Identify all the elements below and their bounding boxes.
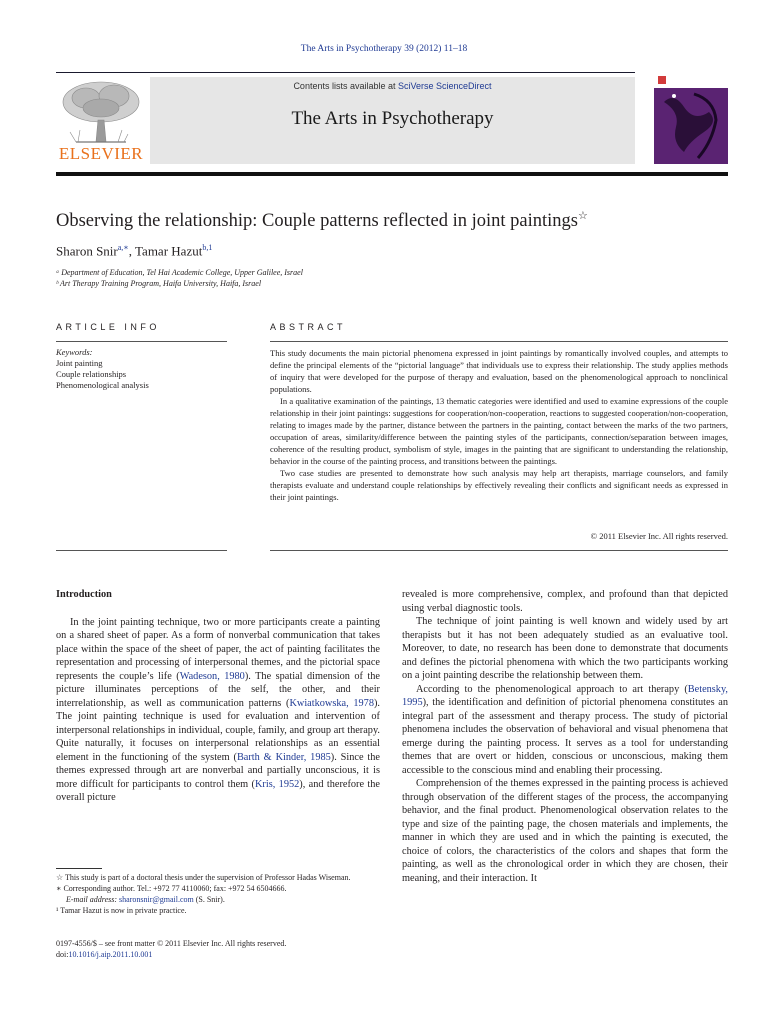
abstract-copyright: © 2011 Elsevier Inc. All rights reserved. (590, 531, 728, 541)
body-text: ), the identification and definition of pictorial phenomena constitutes an integral part of the assessment and therapy process. The study of pictorial phenomena includes the observation of behavioral and visual phenomena that emerge during the painting process. It serves as a tool for understanding themes that are overt or hidden, conscious or unconscious, making them accessible to the conscious mind and enabling their processing. (402, 697, 728, 776)
keywords-block (56, 347, 227, 391)
divider (270, 341, 728, 342)
article-info-heading: ARTICLE INFO (56, 322, 160, 332)
author-affiliation-mark[interactable]: b,1 (202, 243, 213, 252)
email-suffix: (S. Snir). (193, 895, 225, 904)
footnote-rule (56, 868, 102, 869)
affiliation: ᵃ Department of Education, Tel Hai Academic College, Upper Galilee, Israel (56, 268, 303, 277)
abstract-body (270, 347, 728, 503)
body-paragraph (402, 683, 728, 778)
footnotes (56, 872, 380, 916)
abstract-paragraph: This study documents the main pictorial phenomena expressed in joint paintings by romantically involved couples, and attempts to define the principal elements of the “pictorial language” that individuals use to express their relationship. The study applies methods of inquiry that were developed for the purpose of therapy and evaluation, based on the phenomenological approach to nonclinical populations. (270, 348, 728, 394)
footnote: ∗ Corresponding author. Tel.: +972 77 4110060; fax: +972 54 6504666. (56, 884, 287, 893)
abstract-paragraph: Two case studies are presented to demonstrate how such analysis may help art therapists, marriage counselors, and family therapists evaluate and understand couple relationships by effectively revealing their conflicts and significant needs as expressed in their joint paintings. (270, 468, 728, 502)
body-left-column (56, 588, 380, 805)
contents-availability (150, 81, 635, 91)
elsevier-wordmark: ELSEVIER (58, 144, 144, 163)
journal-citation[interactable]: The Arts in Psychotherapy 39 (2012) 11–18 (300, 44, 468, 54)
body-text: ), and therefore the overall picture (56, 778, 380, 803)
doi-line (56, 949, 380, 960)
tree-icon (56, 80, 146, 146)
email-link[interactable]: sharonsnir@gmail.com (119, 895, 194, 904)
front-matter (56, 938, 380, 960)
keyword: Couple relationships (56, 369, 127, 379)
divider (56, 550, 227, 551)
body-paragraph: revealed is more comprehensive, complex, and profound than that depicted using verbal diagnostic tools. (402, 589, 728, 614)
title-footnote-mark[interactable]: ☆ (578, 210, 588, 222)
divider (270, 550, 728, 551)
footnote (56, 894, 380, 905)
abstract-heading: ABSTRACT (270, 322, 347, 332)
body-right-column (402, 588, 728, 885)
citation-link[interactable]: Betensky, 1995 (402, 683, 728, 708)
keyword: Joint painting (56, 358, 103, 368)
doi-label: doi: (56, 950, 69, 959)
citation-link[interactable]: Barth & Kinder, 1985 (236, 751, 331, 763)
author-separator: , (128, 243, 136, 259)
body-paragraph: The technique of joint painting is well known and widely used by art therapists but it has not been adequately studied as an evaluative tool. Moreover, to date, no research has been done to demonstrate that documents and defines the pictorial phenomena with which the two participants working on a joint painting describe the relationship between them. (402, 616, 728, 681)
citation-link[interactable]: Kwiatkowska, 1978 (289, 697, 374, 709)
body-text: ). The joint painting technique is used for evaluation and intervention of interpersonal relationships in individual, couple, family, and group art therapy. Quite naturally, it focuses on interpersonal relationships as an essential element in the functioning of the system ( (56, 697, 380, 763)
body-text: In the joint painting technique, two or more participants create a painting on a shared sheet of paper. As a form of nonverbal communication that takes place within the space of the sheet of paper, the act of painting facilitates the representation and processing of interpersonal themes, and the pictorial space represents the couple’s life ( (56, 616, 380, 682)
article-title (56, 209, 728, 232)
contents-prefix: Contents lists available at (293, 81, 398, 91)
journal-cover-thumbnail[interactable] (654, 72, 728, 164)
sciencedirect-link[interactable]: SciVerse ScienceDirect (398, 81, 492, 91)
keywords-label: Keywords: (56, 347, 93, 357)
citation-link[interactable]: Wadeson, 1980 (179, 670, 245, 682)
body-paragraph (56, 616, 380, 805)
author-affiliation-mark[interactable]: a,∗ (117, 243, 129, 252)
elsevier-logo (56, 80, 146, 164)
journal-title: The Arts in Psychotherapy (291, 108, 494, 129)
body-text: According to the phenomenological approach to art therapy ( (416, 683, 688, 695)
doi-link[interactable]: 10.1016/j.aip.2011.10.001 (68, 950, 153, 959)
body-text: ). The spatial dimension of the picture illuminates perceptions of the self, the other, and their interrelationship, as well as communication patterns ( (56, 670, 380, 709)
section-heading: Introduction (56, 589, 112, 600)
footnote: ☆ This study is part of a doctoral thesis under the supervision of Professor Hadas Wiseman. (56, 873, 351, 882)
keyword: Phenomenological analysis (56, 380, 149, 390)
cover-art-icon (654, 72, 728, 164)
author-list (56, 243, 212, 259)
body-paragraph: Comprehension of the themes expressed in the painting process is achieved through observation of the different stages of the process, the accompanying behavior, and the final product. Phenomenological observation relates to the type and size of the painting page, the chosen materials and implements, the manner in which they are used and in which the painting is executed, the choice of colors, the characteristics of the colors and shapes that form the painting, as well as the chronological order in which they are chosen, their meaning, and their interaction. It (402, 778, 728, 884)
affiliation: ᵇ Art Therapy Training Program, Haifa University, Haifa, Israel (56, 279, 262, 288)
citation-link[interactable]: Kris, 1952 (254, 778, 300, 790)
author-name: Sharon Snir (56, 243, 118, 259)
header-rule (56, 72, 635, 73)
issn-line: 0197-4556/$ – see front matter © 2011 Elsevier Inc. All rights reserved. (56, 939, 287, 948)
body-text: ). Since the themes expressed through art are nonverbal and partially unconscious, it is more difficult for participants to control them ( (56, 751, 380, 790)
author-name: Tamar Hazut (135, 243, 203, 259)
abstract-paragraph: In a qualitative examination of the paintings, 13 thematic categories were identified and used to examine expressions of the couple relationship in their joint paintings: suggestions for cooperation/non-cooperation, reactions to suggested cooperation/non-cooperation, relating to images made by the partner, distance between the partners in the painting, contact between the marks of the two partners, occupation of areas, similarity/difference between the painting styles of the participants, connection/separation between images, coherence of the resulting product, symbolism of style, images in the painting that are significant to understanding the relationship, behavior in the course of the painting process, and transitions between the paintings. (270, 396, 728, 466)
article-title-text: Observing the relationship: Couple patterns reflected in joint paintings (56, 211, 578, 232)
divider (56, 341, 227, 342)
email-label: E-mail address: (66, 895, 120, 904)
footnote: ¹ Tamar Hazut is now in private practice. (56, 906, 187, 915)
header-divider (56, 172, 728, 176)
